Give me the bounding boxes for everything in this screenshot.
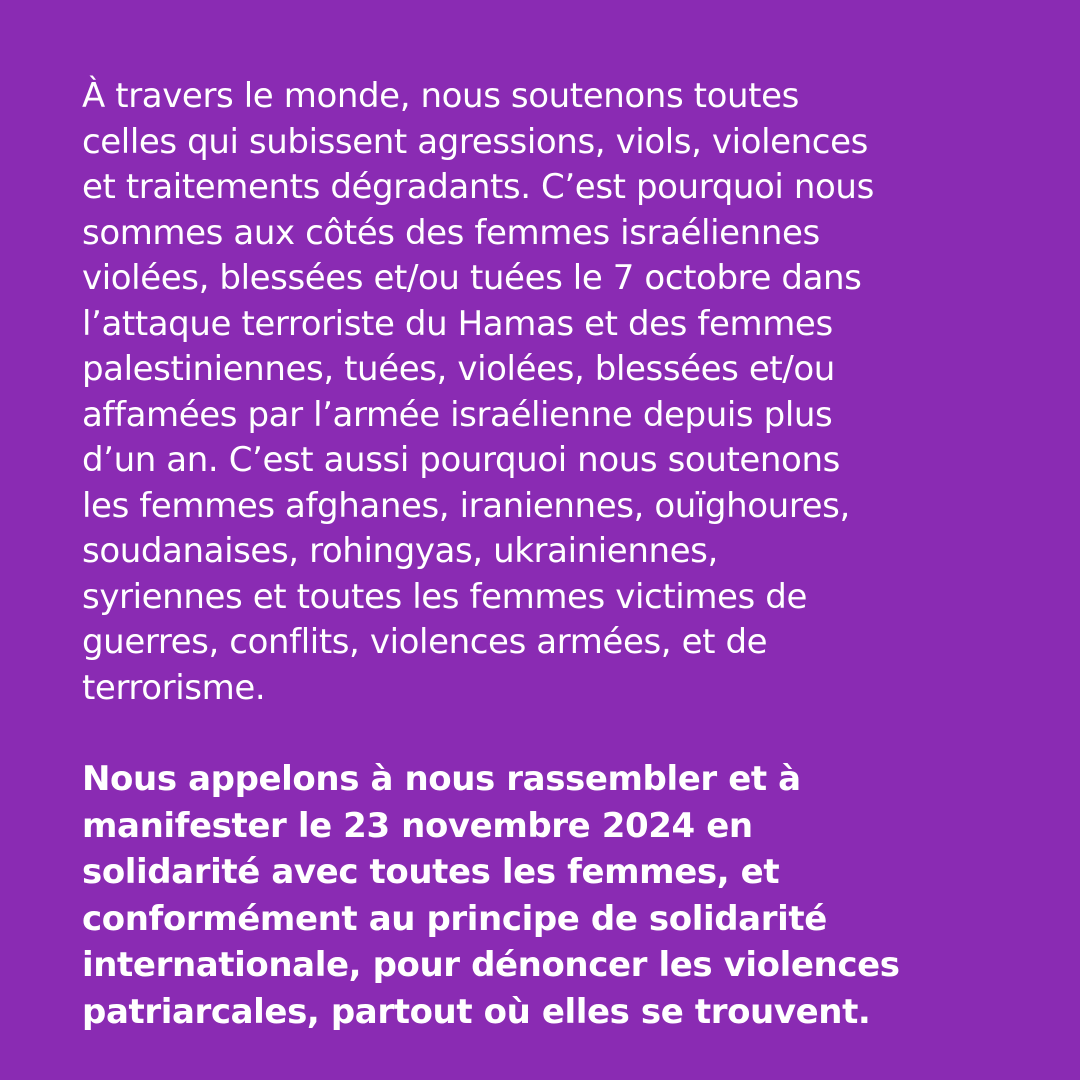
text-line: solidarité avec toutes les femmes, et xyxy=(82,852,780,892)
text-line: celles qui subissent agressions, viols, violences xyxy=(82,121,868,162)
text-line: l’attaque terroriste du Hamas et des femmes xyxy=(82,303,833,344)
text-line: sommes aux côtés des femmes israéliennes xyxy=(82,212,820,253)
call-to-action-paragraph xyxy=(82,756,1042,1035)
text-line: manifester le 23 novembre 2024 en xyxy=(82,805,753,846)
solidarity-paragraph xyxy=(82,74,1042,711)
text-line: guerres, conflits, violences armées, et de xyxy=(82,622,768,662)
text-line: conformément au principe de solidarité xyxy=(82,898,827,939)
text-line: affamées par l’armée israélienne depuis plus xyxy=(82,394,833,435)
text-line: internationale, pour dénoncer les violences xyxy=(82,945,900,985)
text-line: d’un an. C’est aussi pourquoi nous soutenons xyxy=(82,440,840,480)
text-line: palestiniennes, tuées, violées, blessées et/ou xyxy=(82,349,835,389)
text-line: syriennes et toutes les femmes victimes de xyxy=(82,576,807,617)
text-line: À travers le monde, nous soutenons toutes xyxy=(82,76,799,116)
text-line: Nous appelons à nous rassembler et à xyxy=(82,759,801,799)
text-line: terrorisme. xyxy=(82,667,266,708)
text-line: violées, blessées et/ou tuées le 7 octobre dans xyxy=(82,258,862,298)
text-line: soudanaises, rohingyas, ukrainiennes, xyxy=(82,531,718,571)
text-line: les femmes afghanes, iraniennes, ouïghoures, xyxy=(82,485,850,526)
text-line: et traitements dégradants. C’est pourquoi nous xyxy=(82,167,874,207)
statement-text xyxy=(82,74,1042,1035)
text-line: patriarcales, partout où elles se trouvent. xyxy=(82,991,871,1032)
